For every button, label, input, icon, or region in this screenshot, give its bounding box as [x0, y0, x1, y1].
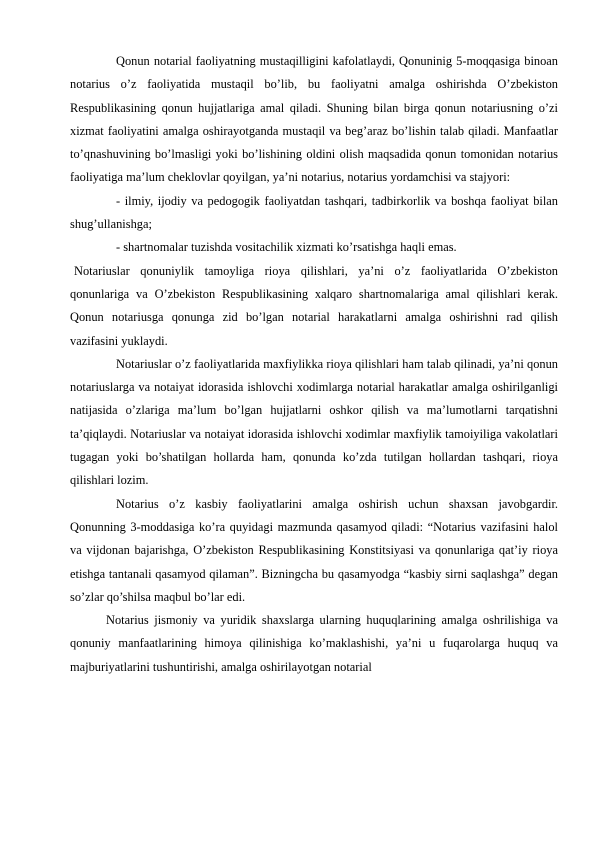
list-item-restriction-activity: - ilmiy, ijodiy va pedogogik faoliyatdan tashqari, tadbirkorlik va boshqa faoliyat bilan shug’ullanishga; — [70, 193, 558, 232]
document-page — [70, 50, 558, 679]
paragraph-legality: Notariuslar qonuniylik tamoyliga rioya qilishlari, ya’ni o’z faoliyatlarida O’zbekiston qonunlariga va O’zbekiston Respublikasining xalqaro shartnomalariga amal qilishlari kerak. Qonun notariusga qonunga zid bo’lgan notarial harakatlarni amalga oshirishni rad qilish vazifasini yuklaydi. — [70, 263, 558, 348]
paragraph-independence: Qonun notarial faoliyatning mustaqilligini kafolatlaydi, Qonuninig 5-moqqasiga binoan notarius o’z faoliyatida mustaqil bo’lib, bu faoliyatni amalga oshirishda O’zbekiston Respublikasining qonun hujjatlariga amal qiladi. Shuning bilan birga qonun notariusning o’zi xizmat faoliyatini amalga oshirayotganda mustaqil va beg’araz bo’lishin talab qiladi. Manfaatlar to’qnashuvining bo’lmasligi yoki bo’lishining oldini olish maqsadida qonun tomonidan notarius faoliyatiga ma’lum cheklovlar qoyilgan, ya’ni notarius, notarius yordamchisi va stajyori: — [70, 54, 558, 185]
paragraph-responsibility: Notarius o’z kasbiy faoliyatlarini amalga oshirish uchun shaxsan javobgardir. Qonunning 3-moddasiga ko’ra quyidagi mazmunda qasamyod qiladi: “Notarius vazifasini halol va vijdonan bajarishga, O’zbekiston Respublikasining Konstitsiyasi va qonunlariga qat’iy rioya etishga tantanali qasamyod qilaman”. Bizningcha bu qasamyodga “kasbiy sirni saqlashga” degan so’zlar qo’shilsa maqbul bo’lar edi. — [70, 496, 558, 604]
paragraph-assistance: Notarius jismoniy va yuridik shaxslarga ularning huquqlarining amalga oshrilishiga va qonuniy manfaatlarining himoya qilinishiga ko’maklashishi, ya’ni u fuqarolarga huquq va majburiyatlarini tushuntirishi, amalga oshirilayotgan notarial — [70, 613, 558, 674]
paragraph-confidentiality: Notariuslar o’z faoliyatlarida maxfiylikka rioya qilishlari ham talab qilinadi, ya’ni qonun notariuslarga va notaiyat idorasida ishlovchi xodimlarga notarial harakatlar amalga oshirilganligi natijasida o’zlariga ma’lum bo’lgan hujjatlarni oshkor qilish va ma’lumotlarni tarqatishni ta’qiqlaydi. Notariuslar va notaiyat idorasida ishlovchi xodimlar maxfiylik tamoiyiliga vakolatlari tugagan yoki bo’shatilgan hollarda ham, qonunda ko’zda tutilgan hollardan tashqari, rioya qilishlari lozim. — [70, 356, 558, 488]
list-item-restriction-mediation: - shartnomalar tuzishda vositachilik xizmati ko’rsatishga haqli emas. — [116, 240, 457, 255]
